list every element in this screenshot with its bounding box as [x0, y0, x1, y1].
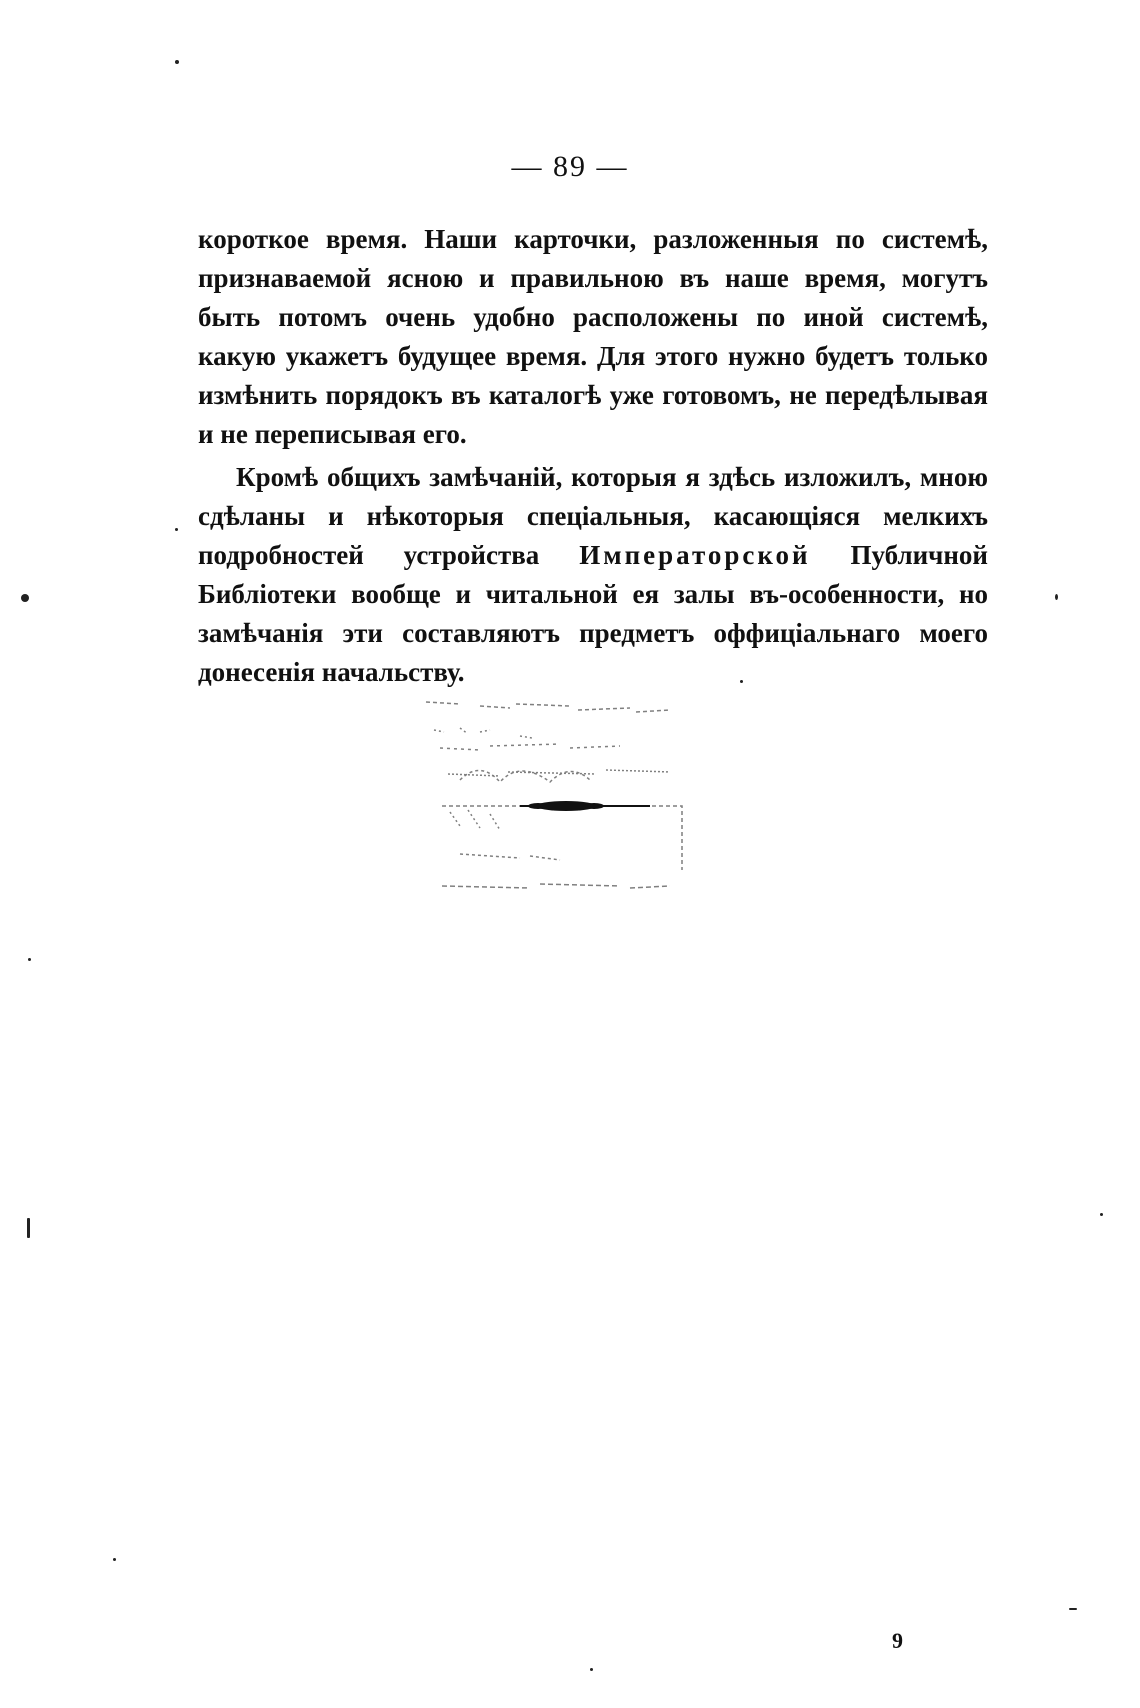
speck [175, 60, 179, 64]
speck [27, 1218, 30, 1238]
speck [21, 594, 29, 602]
paragraph-2-spaced-word: Императорской [579, 540, 811, 570]
speck [113, 1558, 116, 1561]
speck [740, 680, 743, 683]
page-number-top: — 89 — [511, 150, 629, 183]
speck [175, 528, 178, 531]
speck [28, 958, 31, 961]
speck [1100, 1213, 1103, 1216]
text-body [198, 220, 988, 692]
speck [590, 1668, 593, 1671]
faded-library-stamp [420, 690, 740, 900]
speck [1069, 1608, 1077, 1610]
paragraph-2-end: Публичной Библіотеки вообще и читальной ея залы въ-особенности, но замѣчанія эти составляютъ предметъ оффиціальнаго моего донесенія начальству. [198, 540, 988, 687]
paragraph-2-start: Кромѣ общихъ замѣчаній, которыя я здѣсь изложилъ, мною сдѣланы и нѣкоторыя спеціальныя, касающіяся мелкихъ подробностей устройства [198, 462, 988, 570]
paragraph-1: короткое время. Наши карточки, разложенныя по системѣ, признаваемой ясною и правильною въ наше время, могутъ быть потомъ очень удобно расположены по иной системѣ, какую укажетъ будущее время. Для этого нужно будетъ только измѣнить порядокъ въ каталогѣ уже готовомъ, не передѣлывая и не переписывая его. [198, 224, 988, 449]
signature-mark: 9 [892, 1628, 903, 1653]
speck [1055, 594, 1058, 600]
paragraph-2 [198, 458, 988, 692]
